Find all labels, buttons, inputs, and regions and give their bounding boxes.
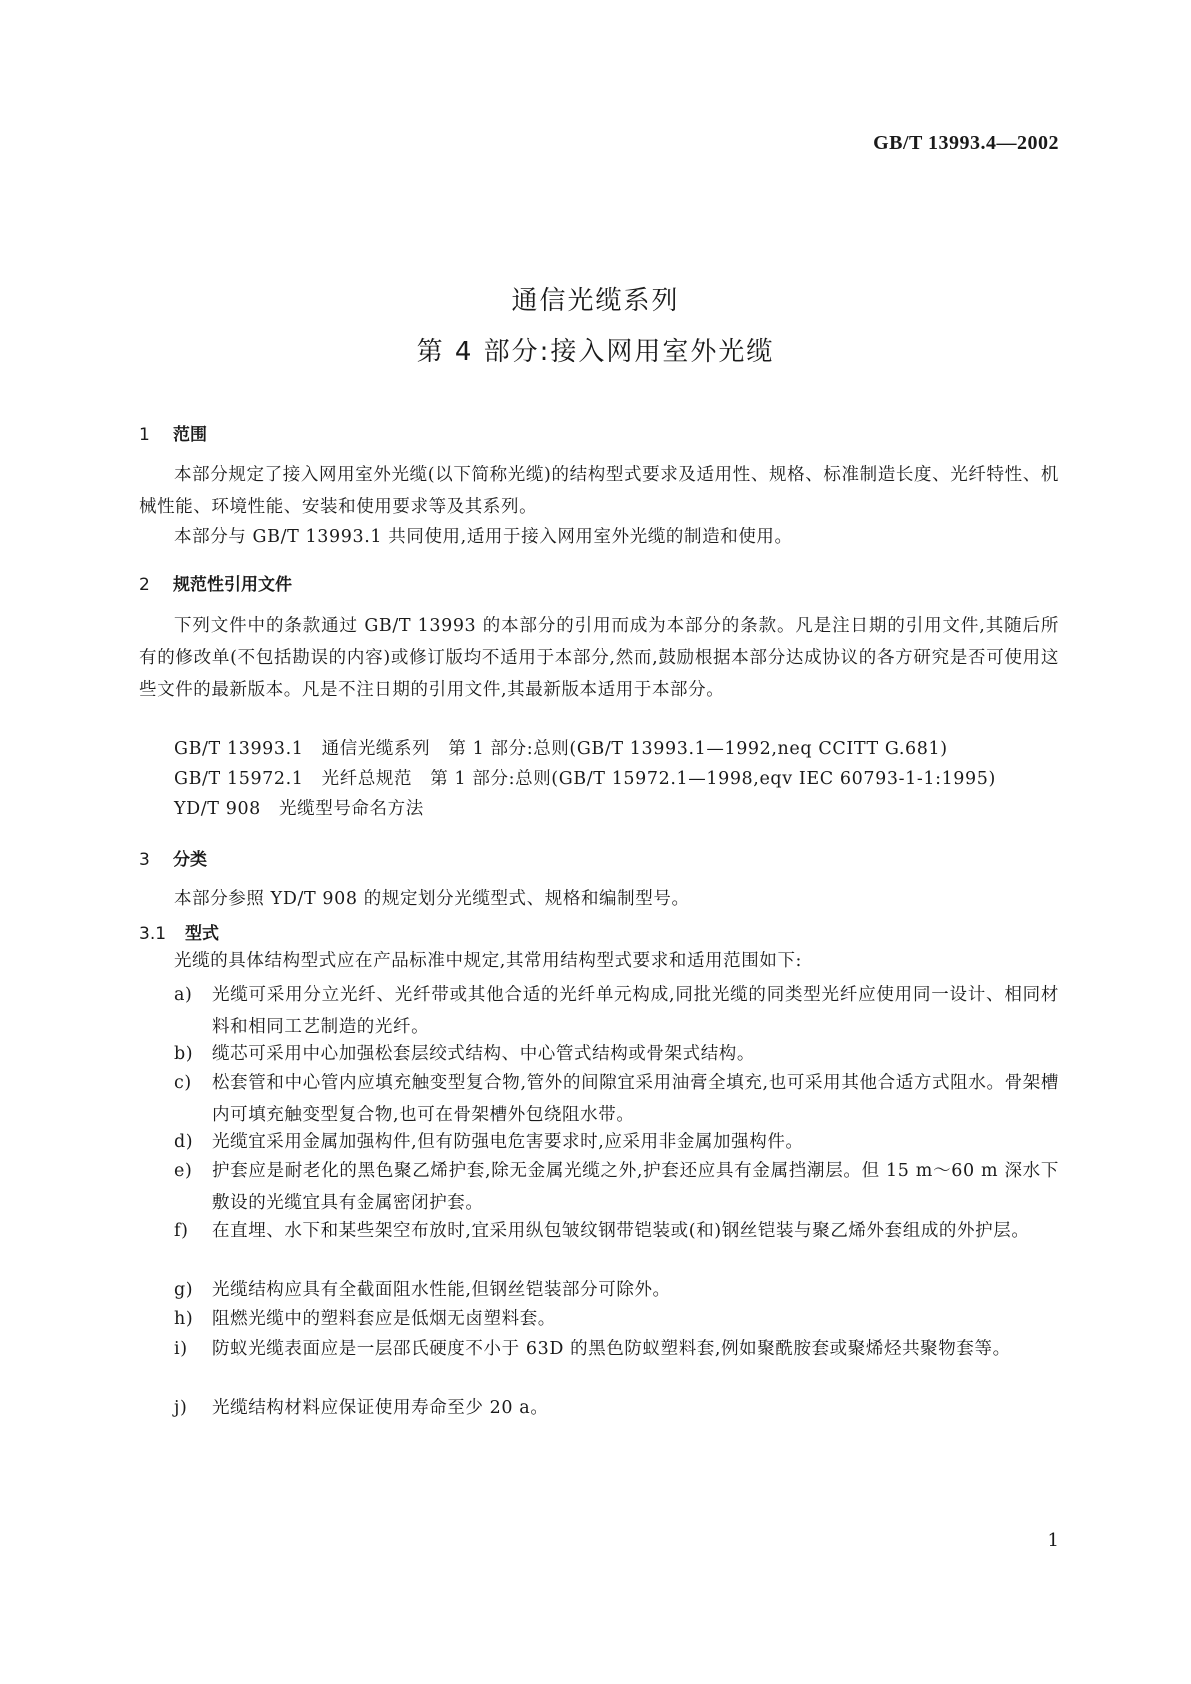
section-1-paragraph-2: 本部分与 GB/T 13993.1 共同使用,适用于接入网用室外光缆的制造和使用。 bbox=[174, 527, 793, 547]
list-item bbox=[174, 1392, 1059, 1424]
section-number: 3 bbox=[139, 850, 150, 870]
list-item-label: g) bbox=[174, 1280, 194, 1300]
list-item bbox=[174, 1038, 1059, 1070]
list-item-text: 防蚁光缆表面应是一层邵氏硬度不小于 63D 的黑色防蚁塑料套,例如聚酰胺套或聚烯烃共聚物套等。 bbox=[212, 1339, 1011, 1359]
section-number: 2 bbox=[139, 575, 150, 595]
list-item bbox=[174, 1155, 1059, 1219]
section-1-paragraph-1: 本部分规定了接入网用室外光缆(以下简称光缆)的结构型式要求及适用性、规格、标准制造长度、光纤特性、机械性能、环境性能、安装和使用要求等及其系列。 bbox=[139, 465, 1059, 517]
normative-reference: GB/T 13993.1 通信光缆系列 第 1 部分:总则(GB/T 13993.1—1992,neq CCITT G.681) bbox=[174, 739, 948, 759]
list-item-label: c) bbox=[174, 1073, 192, 1093]
normative-reference: YD/T 908 光缆型号命名方法 bbox=[174, 799, 424, 819]
section-2-heading bbox=[139, 570, 292, 595]
section-number: 1 bbox=[139, 425, 150, 445]
list-item-label: f) bbox=[174, 1221, 189, 1241]
list-item-label: b) bbox=[174, 1044, 194, 1064]
list-item bbox=[174, 1126, 1059, 1158]
list-item-label: h) bbox=[174, 1309, 194, 1329]
list-item-label: j) bbox=[174, 1398, 188, 1418]
list-item-label: a) bbox=[174, 985, 193, 1005]
list-item bbox=[174, 1333, 1059, 1365]
section-title: 规范性引用文件 bbox=[173, 575, 292, 595]
list-item-text: 光缆结构应具有全截面阻水性能,但钢丝铠装部分可除外。 bbox=[212, 1280, 671, 1300]
section-3-paragraph-1: 本部分参照 YD/T 908 的规定划分光缆型式、规格和编制型号。 bbox=[174, 889, 690, 909]
section-title: 分类 bbox=[173, 850, 207, 870]
section-number: 3.1 bbox=[139, 924, 167, 944]
list-item-text: 光缆可采用分立光纤、光纤带或其他合适的光纤单元构成,同批光缆的同类型光纤应使用同一设计、相同材料和相同工艺制造的光纤。 bbox=[212, 985, 1059, 1037]
list-item-text: 缆芯可采用中心加强松套层绞式结构、中心管式结构或骨架式结构。 bbox=[212, 1044, 755, 1064]
section-3-1-heading bbox=[139, 919, 219, 944]
section-title: 型式 bbox=[185, 924, 219, 944]
section-1-heading bbox=[139, 420, 207, 445]
document-title-line1: 通信光缆系列 bbox=[511, 286, 680, 316]
list-item bbox=[174, 1215, 1059, 1247]
list-item bbox=[174, 979, 1059, 1043]
section-3-heading bbox=[139, 845, 207, 870]
list-item-label: d) bbox=[174, 1132, 194, 1152]
list-item-text: 护套应是耐老化的黑色聚乙烯护套,除无金属光缆之外,护套还应具有金属挡潮层。但 15 m～60 m 深水下敷设的光缆宜具有金属密闭护套。 bbox=[212, 1161, 1059, 1213]
list-item-text: 阻燃光缆中的塑料套应是低烟无卤塑料套。 bbox=[212, 1309, 556, 1329]
list-item-label: e) bbox=[174, 1161, 193, 1181]
standard-code: GB/T 13993.4—2002 bbox=[873, 132, 1059, 154]
list-item-text: 光缆结构材料应保证使用寿命至少 20 a。 bbox=[212, 1398, 549, 1418]
list-item bbox=[174, 1274, 1059, 1306]
list-item-text: 在直埋、水下和某些架空布放时,宜采用纵包皱纹钢带铠装或(和)钢丝铠装与聚乙烯外套组成的外护层。 bbox=[212, 1221, 1030, 1241]
list-item-label: i) bbox=[174, 1339, 188, 1359]
list-item bbox=[174, 1303, 1059, 1335]
document-title-line2: 第 4 部分:接入网用室外光缆 bbox=[416, 337, 775, 367]
list-item-text: 光缆宜采用金属加强构件,但有防强电危害要求时,应采用非金属加强构件。 bbox=[212, 1132, 804, 1152]
section-3-1-intro: 光缆的具体结构型式应在产品标准中规定,其常用结构型式要求和适用范围如下: bbox=[174, 951, 803, 971]
section-2-paragraph-1: 下列文件中的条款通过 GB/T 13993 的本部分的引用而成为本部分的条款。凡是注日期的引用文件,其随后所有的修改单(不包括勘误的内容)或修订版均不适用于本部分,然而,鼓励根据本部分达成协议的各方研究是否可使用这些文件的最新版本。凡是不注日期的引用文件,其最新版本适用于本部分。 bbox=[139, 616, 1059, 700]
page-number: 1 bbox=[1047, 1530, 1059, 1551]
normative-reference: GB/T 15972.1 光纤总规范 第 1 部分:总则(GB/T 15972.1—1998,eqv IEC 60793-1-1:1995) bbox=[174, 769, 996, 789]
list-item bbox=[174, 1067, 1059, 1131]
list-item-text: 松套管和中心管内应填充触变型复合物,管外的间隙宜采用油膏全填充,也可采用其他合适方式阻水。骨架槽内可填充触变型复合物,也可在骨架槽外包绕阻水带。 bbox=[212, 1073, 1059, 1125]
section-title: 范围 bbox=[173, 425, 207, 445]
